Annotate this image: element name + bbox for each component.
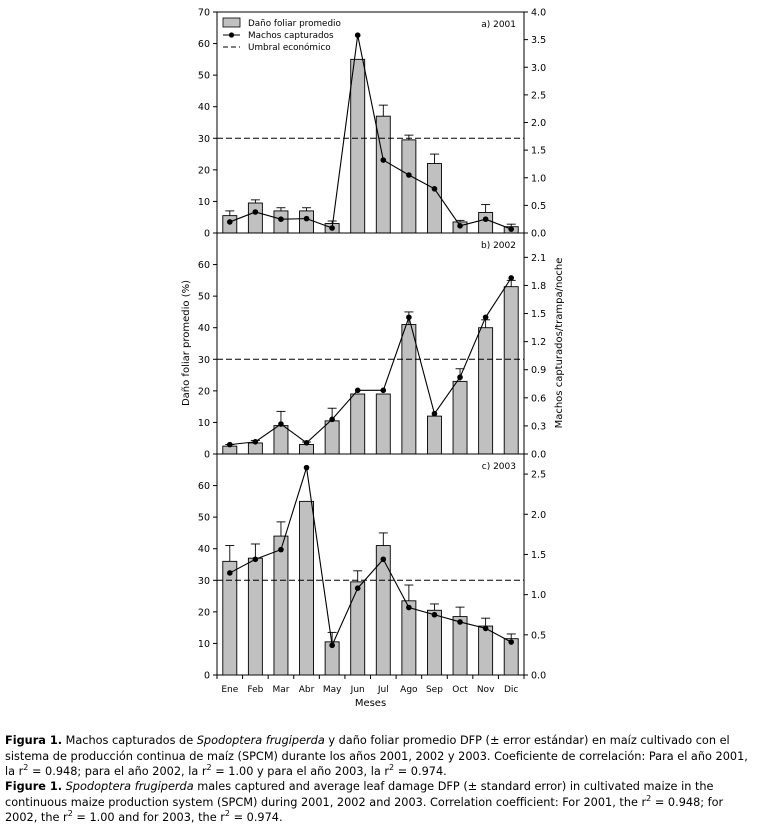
panel-3-left-tick-label: 20: [197, 607, 210, 619]
panel-1-males-point: [406, 172, 412, 178]
panel-1-males-point: [227, 219, 233, 225]
panel-1-bar: [479, 212, 493, 233]
panel-1-left-tick-label: 10: [197, 196, 210, 208]
panel-2-right-tick-label: 0.9: [531, 365, 547, 377]
panel-1-males-point: [253, 209, 259, 215]
panel-3-title: c) 2003: [481, 462, 516, 472]
panel-2-males-point: [304, 440, 310, 446]
superscript: 2: [23, 763, 29, 773]
panel-2-title: b) 2002: [481, 241, 516, 251]
legend-threshold-label: Umbral económico: [248, 43, 331, 53]
caption-text: y daño foliar promedio DFP (± error estándar) en maíz cultivado con el sistema de producción continua de maíz (SPCM) durante los años 2001, 2002 y 2003. Coeficiente de correlación: Para el año 2001, la r: [5, 734, 748, 778]
caption-text: males captured and average leaf damage DFP (± standard error) in cultivated maize in the continuous maize production system (SPCM) during 2001, 2002 and 2003. Correlation coefficient: For 2001, the r: [5, 780, 714, 809]
caption-text: = 0.948; for 2002, the r: [5, 795, 724, 824]
panel-3-frame: [217, 454, 524, 675]
panel-2-males-point: [483, 314, 489, 320]
panel-3-bar: [300, 501, 314, 675]
superscript: 2: [206, 763, 212, 773]
panel-3-right-tick-label: 1.0: [531, 590, 547, 602]
panel-2-bar: [427, 416, 441, 454]
panel-1-males-point: [508, 226, 514, 232]
panel-1-males-point: [457, 223, 463, 229]
panel-3-left-tick-label: 10: [197, 638, 210, 650]
month-label: Abr: [298, 685, 315, 695]
panel-2-left-tick-label: 40: [197, 323, 210, 335]
panel-2-bar: [351, 394, 365, 454]
panel-2-right-tick-label: 0.0: [531, 449, 547, 461]
caption-spanish: [5, 733, 757, 780]
panel-3-males-point: [329, 642, 335, 648]
species-name: Spodoptera frugiperda: [65, 780, 194, 793]
panel-1-title: a) 2001: [481, 20, 516, 30]
panel-2-right-tick-label: 1.8: [531, 280, 547, 292]
panel-2-right-tick-label: 2.1: [531, 252, 547, 264]
panel-3-left-tick-label: 0: [203, 670, 210, 682]
month-label: Mar: [272, 685, 290, 695]
superscript: 2: [646, 793, 652, 803]
panel-2-males-point: [278, 421, 284, 427]
caption-text: = 0.974.: [394, 765, 447, 778]
superscript: 2: [389, 763, 395, 773]
caption-english: [5, 779, 757, 826]
panel-3-males-point: [483, 626, 489, 632]
month-label: Dic: [504, 685, 519, 695]
panel-1-right-tick-label: 0.5: [531, 200, 547, 212]
month-label: Oct: [452, 685, 468, 695]
panel-1-right-tick-label: 1.0: [531, 173, 547, 185]
panel-2-males-point: [355, 388, 361, 394]
panel-2-males-point: [329, 417, 335, 423]
panel-3-males-point: [406, 605, 412, 611]
panel-2-right-tick-label: 0.3: [531, 421, 547, 433]
x-axis-title: Meses: [354, 698, 387, 709]
panel-2-males-point: [508, 275, 514, 281]
panel-2-bar: [479, 328, 493, 454]
caption-label-en: Figure 1.: [5, 780, 63, 793]
month-label: Ago: [400, 685, 418, 695]
panel-1-bar: [351, 59, 365, 233]
panel-3-bar: [351, 582, 365, 675]
panel-1-males-point: [432, 186, 438, 192]
panel-2-left-tick-label: 10: [197, 417, 210, 429]
panel-3-males-point: [253, 556, 259, 562]
panel-1-right-tick-label: 2.0: [531, 118, 547, 129]
panel-1-males-point: [304, 216, 310, 222]
panel-3-bar: [427, 610, 441, 675]
panel-2-frame: [217, 233, 524, 454]
panel-1-left-tick-label: 50: [197, 70, 210, 82]
panel-1-males-point: [278, 216, 284, 222]
panel-2-bar: [376, 394, 390, 454]
panel-1-males-line: [230, 35, 511, 229]
panel-1-males-point: [329, 225, 335, 231]
panel-2-males-point: [253, 439, 259, 445]
panel-2-males-point: [457, 374, 463, 380]
panel-2-left-tick-label: 0: [203, 449, 210, 461]
caption-text: = 0.948; para el año 2002, la r: [28, 765, 207, 778]
panel-1-males-point: [483, 216, 489, 222]
legend-bar-label: Daño foliar promedio: [248, 19, 341, 29]
panel-3-left-tick-label: 30: [197, 575, 210, 587]
panel-2-left-tick-label: 60: [197, 260, 210, 272]
panel-3-left-tick-label: 40: [197, 544, 210, 556]
panel-1-right-tick-label: 3.5: [531, 35, 547, 47]
panel-2-bar: [325, 421, 339, 454]
month-label: Sep: [425, 685, 443, 695]
superscript: 2: [224, 809, 230, 819]
panel-3-left-tick-label: 50: [197, 512, 210, 524]
panel-1-left-tick-label: 40: [197, 102, 210, 114]
panel-3-right-tick-label: 0.0: [531, 670, 547, 682]
caption-text: = 1.00 y para el año 2003, la r: [211, 765, 390, 778]
caption-label-es: Figura 1.: [5, 734, 62, 747]
panel-2-males-point: [406, 314, 412, 320]
panel-2-bar: [402, 325, 416, 454]
panel-3-bar: [453, 617, 467, 675]
panel-1-left-tick-label: 30: [197, 133, 210, 145]
month-label: Nov: [476, 685, 495, 695]
panel-3-males-point: [508, 639, 514, 645]
legend-line-label: Machos capturados: [248, 31, 334, 41]
panel-3-bar: [274, 536, 288, 675]
panel-1-left-tick-label: 0: [203, 228, 210, 240]
caption-text: = 0.974.: [229, 811, 283, 824]
panel-1-males-point: [380, 157, 386, 163]
y-axis-title-left: Daño foliar promedio (%): [181, 279, 192, 407]
month-label: Jun: [350, 685, 365, 695]
panel-3-right-tick-label: 0.5: [531, 630, 547, 642]
panel-2-right-tick-label: 1.2: [531, 337, 547, 349]
panel-2-left-tick-label: 20: [197, 386, 210, 398]
panel-3-males-point: [380, 556, 386, 562]
panel-3-right-tick-label: 2.5: [531, 469, 547, 481]
panel-3-males-point: [304, 465, 310, 471]
panel-1-right-tick-label: 0.0: [531, 228, 547, 240]
panel-1-left-tick-label: 60: [197, 39, 210, 51]
panel-2-right-tick-label: 1.5: [531, 309, 547, 321]
species-name: Spodoptera frugiperda: [196, 734, 325, 747]
panel-1-bar: [427, 164, 441, 233]
panel-2-bar: [504, 287, 518, 454]
panel-3-males-point: [457, 619, 463, 625]
panel-1-bar: [402, 140, 416, 233]
panel-1-males-point: [355, 32, 361, 38]
panel-3-right-tick-label: 2.0: [531, 509, 547, 521]
month-label: May: [322, 685, 342, 695]
panel-1-right-tick-label: 2.5: [531, 90, 547, 102]
panel-3-bar: [479, 626, 493, 675]
panel-1-bar: [300, 211, 314, 233]
y-axis-title-right: Machos capturados/trampa/noche: [554, 257, 565, 429]
panel-2-bar: [274, 426, 288, 454]
caption-text: Machos capturados de: [62, 734, 197, 747]
panel-2-left-tick-label: 50: [197, 291, 210, 303]
panel-2-males-line: [230, 278, 511, 445]
panel-2-males-point: [432, 411, 438, 417]
panel-1-right-tick-label: 1.5: [531, 145, 547, 157]
panel-2-bar: [300, 445, 314, 454]
month-label: Ene: [221, 685, 239, 695]
month-label: Feb: [247, 685, 264, 695]
panel-3-right-tick-label: 1.5: [531, 549, 547, 561]
panel-3-bar: [248, 558, 262, 675]
panel-3-males-point: [278, 547, 284, 553]
panel-3-males-line: [230, 468, 511, 646]
legend-bar-swatch: [223, 18, 240, 27]
month-label: Jul: [377, 685, 389, 695]
panel-1-bar: [248, 203, 262, 233]
panel-3-males-point: [355, 585, 361, 591]
panel-3-bar: [223, 561, 237, 675]
panel-1-right-tick-label: 3.0: [531, 62, 547, 74]
panel-2-males-point: [380, 388, 386, 394]
caption-text: = 1.00 and for 2003, the r: [72, 811, 225, 824]
panel-3-bar: [402, 601, 416, 675]
superscript: 2: [67, 809, 73, 819]
panel-1-left-tick-label: 20: [197, 165, 210, 177]
panel-3-males-point: [432, 612, 438, 618]
panel-2-bar: [453, 381, 467, 454]
panel-1-left-tick-label: 70: [197, 7, 210, 19]
panel-3-left-tick-label: 60: [197, 481, 210, 493]
panel-2-right-tick-label: 0.6: [531, 393, 547, 405]
panel-1-right-tick-label: 4.0: [531, 7, 547, 19]
legend-point-swatch: [229, 32, 234, 37]
panel-2-left-tick-label: 30: [197, 354, 210, 366]
panel-2-males-point: [227, 442, 233, 448]
panel-3-males-point: [227, 570, 233, 576]
